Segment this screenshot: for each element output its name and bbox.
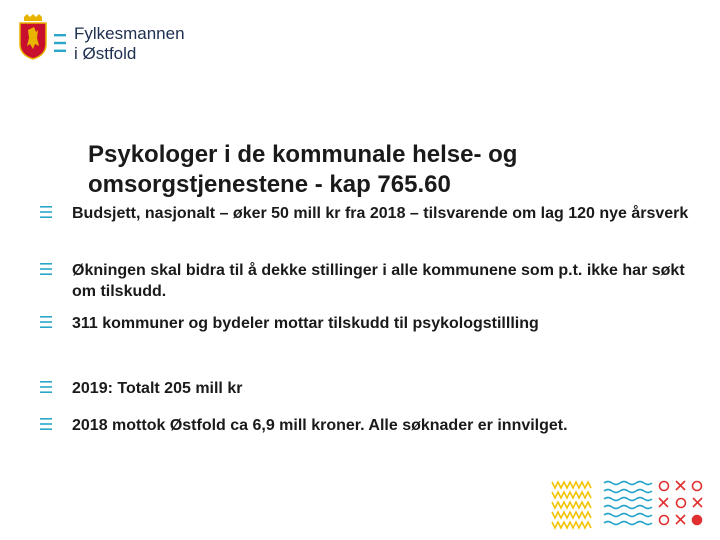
bullet-text: 311 kommuner og bydeler mottar tilskudd til psykologstillling: [72, 315, 539, 332]
organization-name-line2: i Østfold: [74, 44, 137, 63]
bullet-text: 2018 mottok Østfold ca 6,9 mill kroner. Alle søknader er innvilget.: [72, 417, 568, 434]
bullet-lines-icon: [40, 316, 52, 328]
organization-name-line1: Fylkesmannen: [74, 24, 185, 43]
slide-title: Psykologer i de kommunale helse- og omsorgstjenestene - kap 765.60: [88, 141, 518, 198]
bullet-lines-icon: [40, 263, 52, 275]
bullet-text: Økningen skal bidra til å dekke stillinger i alle kommunene som p.t. ikke har søkt om tilskudd.: [72, 262, 685, 300]
bullet-item: [40, 260, 700, 302]
bullet-item: [40, 415, 700, 436]
bullet-lines-icon: [40, 381, 52, 393]
organization-name: [74, 24, 185, 64]
bullet-lines-icon: [40, 206, 52, 218]
decorative-pattern: [550, 478, 710, 530]
organization-logo: [18, 14, 198, 64]
coat-of-arms-icon: [18, 14, 48, 60]
bullet-text: 2019: Totalt 205 mill kr: [72, 380, 243, 397]
bullet-item: [40, 378, 700, 399]
bullet-lines-icon: [40, 418, 52, 430]
bullet-text: Budsjett, nasjonalt – øker 50 mill kr fra 2018 – tilsvarende om lag 120 nye årsverk: [72, 205, 689, 222]
bullet-item: [40, 203, 700, 224]
bullet-item: [40, 313, 700, 334]
bullet-lines-icon: [54, 34, 66, 52]
